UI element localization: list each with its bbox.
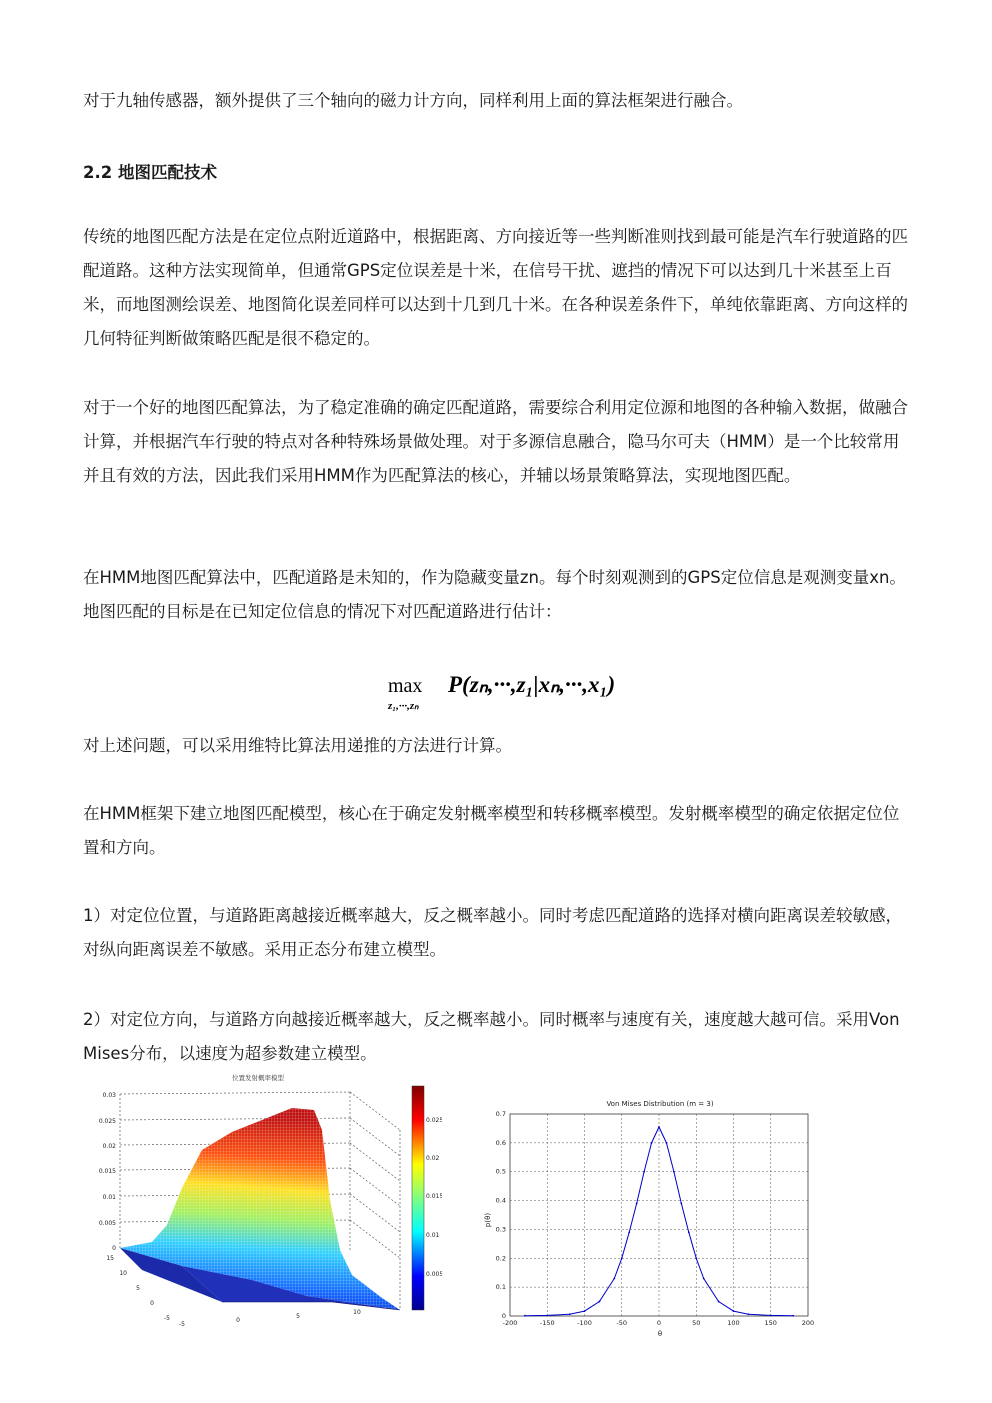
x-tick-label: 200	[801, 1319, 815, 1327]
series-point	[628, 1231, 630, 1233]
colorbar-tick: 0.015	[426, 1193, 442, 1200]
z-tick: 0.015	[98, 1168, 116, 1175]
y-tick: 5	[136, 1285, 140, 1292]
figure-position-model	[82, 1070, 442, 1332]
series-point	[658, 1126, 660, 1128]
colorbar-tick: 0.025	[426, 1117, 442, 1124]
series-point	[651, 1142, 653, 1144]
chart-xlabel: θ	[657, 1330, 663, 1338]
x-tick-label: 150	[764, 1319, 777, 1327]
paragraph-traditional: 传统的地图匹配方法是在定位点附近道路中，根据距离、方向接近等一些判断准则找到最可能是汽车行驶道路的匹配道路。这种方法实现简单，但通常GPS定位误差是十米，在信号干扰、遮挡的情况下可以达到几十米甚至上百米，而地图测绘误差、地图简化误差同样可以达到十几到几十米。在各种误差条件下，单纯依靠距离、方向这样的几何特征判断做策略匹配是很不稳定的。	[83, 227, 908, 348]
series-point	[695, 1257, 697, 1259]
colorbar	[412, 1086, 424, 1310]
x-tick-label: -150	[539, 1319, 555, 1327]
series-point	[524, 1315, 526, 1317]
series-point	[599, 1301, 601, 1303]
x-tick: 10	[353, 1309, 361, 1316]
x-tick-label: -200	[502, 1319, 518, 1327]
series-point	[621, 1257, 623, 1259]
y-tick-label: 0.6	[495, 1138, 506, 1147]
series-point	[718, 1301, 720, 1303]
series-point	[643, 1171, 645, 1173]
series-point	[666, 1142, 668, 1144]
series-point	[636, 1203, 638, 1205]
y-tick-label: 0.2	[495, 1254, 506, 1263]
series-point	[680, 1203, 682, 1205]
series-point	[546, 1315, 548, 1317]
z-tick: 0.02	[102, 1143, 116, 1150]
series-point	[613, 1278, 615, 1280]
formula-max: max	[388, 675, 423, 697]
paragraph-model: 在HMM框架下建立地图匹配模型，核心在于确定发射概率模型和转移概率模型。发射概率模型的确定依据定位位置和方向。	[83, 804, 900, 857]
chart-ylabel: p(θ)	[484, 1212, 492, 1228]
x-tick-label: -50	[616, 1319, 628, 1327]
y-tick: 0	[150, 1300, 154, 1307]
z-tick: 0.005	[98, 1220, 116, 1227]
y-tick-label: 0.4	[495, 1196, 506, 1205]
x-tick-label: 50	[692, 1319, 701, 1327]
y-tick: -5	[164, 1315, 170, 1322]
paragraph-hmm: 在HMM地图匹配算法中，匹配道路是未知的，作为隐藏变量zn。每个时刻观测到的GPS定位信息是观测变量xn。地图匹配的目标是在已知定位信息的情况下对匹配道路进行估计：	[83, 568, 906, 621]
paragraph-nine-axis: 对于九轴传感器，额外提供了三个轴向的磁力计方向，同样利用上面的算法框架进行融合。	[83, 91, 743, 110]
x-tick-label: 100	[727, 1319, 740, 1327]
chart-title: Von Mises Distribution (m = 3)	[606, 1100, 714, 1108]
paragraph-direction: 2）对定位方向，与道路方向越接近概率越大，反之概率越小。同时概率与速度有关，速度越大越可信。采用Von Mises分布，以速度为超参数建立模型。	[83, 1010, 900, 1063]
y-tick: 10	[119, 1270, 127, 1277]
y-tick: 15	[106, 1255, 114, 1262]
series-point	[688, 1231, 690, 1233]
colorbar-tick: 0.005	[426, 1271, 442, 1278]
x-tick: -5	[179, 1321, 185, 1328]
figure-von-mises	[478, 1092, 828, 1338]
series-point	[733, 1310, 735, 1312]
z-tick: 0.025	[98, 1118, 116, 1125]
paragraph-position: 1）对定位位置，与道路距离越接近概率越大，反之概率越小。同时考虑匹配道路的选择对横向距离误差较敏感，对纵向距离误差不敏感。采用正态分布建立模型。	[83, 906, 902, 959]
colorbar-tick: 0.01	[426, 1232, 440, 1239]
y-tick-label: 0.1	[495, 1283, 506, 1292]
x-tick-label: 0	[656, 1319, 662, 1327]
formula-expression: P(zₙ,···,z₁|xₙ,···,x₁)	[448, 672, 616, 697]
series-point	[770, 1315, 772, 1317]
series-point	[584, 1310, 586, 1312]
z-tick: 0.03	[102, 1092, 116, 1099]
y-tick-label: 0	[501, 1312, 506, 1320]
series-point	[748, 1313, 750, 1315]
x-tick: 5	[296, 1313, 300, 1320]
y-tick-label: 0.7	[495, 1110, 506, 1118]
formula-subscript: z₁,···,zₙ	[388, 700, 419, 712]
formula	[380, 666, 680, 714]
series-point	[569, 1313, 571, 1315]
colorbar-tick: 0.02	[426, 1155, 440, 1162]
paragraph-viterbi: 对上述问题，可以采用维特比算法用递推的方法进行计算。	[83, 736, 512, 755]
z-tick: 0	[112, 1245, 116, 1252]
z-tick: 0.01	[102, 1194, 116, 1201]
y-tick-label: 0.5	[495, 1167, 506, 1176]
y-tick-label: 0.3	[495, 1225, 506, 1234]
x-tick-label: -100	[577, 1319, 592, 1327]
x-tick: 0	[236, 1317, 240, 1324]
series-point	[703, 1278, 705, 1280]
series-point	[792, 1315, 794, 1317]
section-heading: 2.2 地图匹配技术	[83, 163, 217, 182]
series-point	[673, 1171, 675, 1173]
figure-left-title: 位置发射概率模型	[232, 1074, 284, 1082]
paragraph-good-algorithm: 对于一个好的地图匹配算法，为了稳定准确的确定匹配道路，需要综合利用定位源和地图的各种输入数据，做融合计算，并根据汽车行驶的特点对各种特殊场景做处理。对于多源信息融合，隐马尔可夫（HMM）是一个比较常用并且有效的方法，因此我们采用HMM作为匹配算法的核心，并辅以场景策略算法，实现地图匹配。	[83, 398, 908, 485]
